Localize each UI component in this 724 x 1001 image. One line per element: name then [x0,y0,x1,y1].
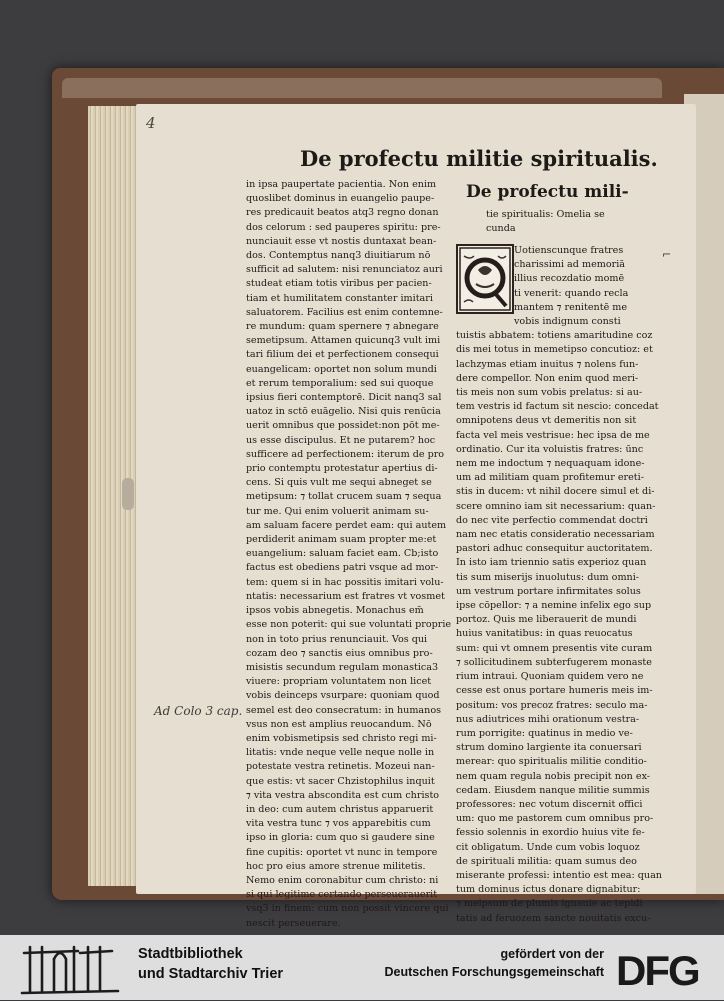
text-line: tis sum miserijs inuolutus: dum omni- [456,571,640,583]
text-line: illius recozdatio momē [514,273,625,285]
library-logo-icon [20,939,124,997]
text-line: ⁊ sollicitudinem subterfugerem monaste [456,656,652,668]
text-line: tem: quem si in hac possitis imitari volu- [246,576,444,588]
library-name-line2: und Stadtarchiv Trier [138,966,284,982]
text-line: res predicauit beatos atq3 regno donan [246,207,439,219]
homily-title: De profectu mili- [466,182,629,202]
text-line: huius vanitatibus: in quas reuocatus [456,628,633,640]
marginal-annotation: Ad Colo 3 cap. [154,704,243,718]
text-line: vsus non est amplius reuocandum. Nō [246,718,432,730]
text-line: ipso in gloria: cum quo si gaudere sine [246,832,435,844]
clasp-tab [122,478,134,510]
text-line: ⁊ meipsum de plumis ignauie ac tepidi [456,898,643,910]
folio-number: 4 [146,114,156,132]
text-line: positum: vos precoz fratres: seculo ma- [456,699,648,711]
text-line: prio contemptu protestatur apertius di- [246,463,438,475]
text-line: cens. Si quis vult me sequi abneget se [246,477,432,489]
text-line: ntatis: necessarium est fratres vt vosmet [246,590,445,602]
text-line: ipse cōpellor: ⁊ a nemine infelix ego sup [456,600,652,612]
text-line: vsq3 in finem: cum non possit vincere qui [246,903,449,915]
text-line: tatis ad feruozem sancte nouitatis excu- [456,912,651,924]
text-line: mantem ⁊ renitentē me [514,301,628,313]
text-line: in ipsa paupertate pacientia. Non enim [246,179,437,190]
marginal-mark: ⌐ [662,248,672,261]
text-line: cunda [486,223,516,234]
left-text-column [246,178,454,931]
text-line: litatis: vnde neque velle neque nolle in [246,747,435,759]
funding-credit [385,945,605,981]
text-line: fessio solennis in exordio huius vite fe- [456,827,645,839]
text-line: potestate vestra retinetis. Mozeui nan- [246,761,435,773]
text-line: scere omnino iam sit necessarium: quan- [456,500,656,512]
text-line: semetipsum. Attamen quicunq3 vult imi [246,335,441,347]
text-line: esse non poterit: qui sue voluntati proprie [246,619,452,631]
text-line: merear: quo spiritualis militie conditio- [456,756,647,768]
dfg-logo-text: DFG [616,947,699,991]
text-line: re mundum: quam spernere ⁊ abnegare [246,321,439,333]
text-line: dos. Contemptus nanq3 diuitiarum nō [246,250,431,262]
text-line: um: quo me pastorem cum omnibus pro- [456,813,654,825]
text-line: studeat etiam totis viribus per pacien- [246,278,432,290]
right-text-column [456,244,662,926]
funding-line2: Deutschen Forschungsgemeinschaft [384,965,604,979]
text-line: dere compellor. Non enim quod meri- [456,372,639,384]
text-line: tari filium dei et perfectionem consequi [246,349,439,361]
text-line: tum dominus ictus donare dignabitur: [456,884,641,896]
text-line: factus est obediens patri vsque ad mor- [246,562,439,574]
text-line: portoz. Quis me liberauerit de mundi [456,614,637,626]
text-line: in deo: cum autem christus apparuerit [246,803,434,815]
homily-subtitle [486,208,605,236]
text-line: rum porrigite: quatinus in medio ve- [456,727,633,739]
text-line: do nec vite perfectio commendat doctri [456,514,648,526]
text-line: perdiderit animam suam propter me:et [246,534,437,546]
text-line: charissimi ad memoriā [514,259,625,271]
text-line: euangelium: saluam faciet eam. Cb;isto [246,548,439,560]
text-line: nem quam regula nobis precipit non ex- [456,770,651,782]
text-line: miserante professi: intentio est mea: quan [456,869,662,881]
text-line: stis in ducem: vt nihil docere simul et di- [456,486,655,498]
text-line: ti venerit: quando recla [514,287,629,299]
text-line: fine cupitis: oportet vt nunc in tempore [246,846,438,858]
text-line: um ad militiam quam profitemur ereti- [456,472,644,484]
text-line: tiam et humilitatem constanter imitari [246,292,433,304]
text-line: ordinatio. Cur ita voluistis fratres: ūnc [456,443,644,455]
text-line: us esse discipulus. Et ne putarem? hoc [246,434,436,446]
text-line: In isto iam triennio satis experioz quan [456,557,647,569]
text-line: et rerum temporalium: sed sui quoque [246,377,434,389]
text-line: nus adiutrices mihi orationum vestra- [456,713,640,725]
text-line: vobis indignum consti [514,316,621,328]
text-line: tuistis abbatem: totiens amaritudine coz [456,330,653,342]
text-line: dis mei totus in memetipso concutioz: et [456,344,653,356]
text-line: strum domino largiente ita conuersari [456,742,642,754]
text-line: dos celorum : sed pauperes spiritu: pre- [246,221,441,233]
footer-bar [0,935,724,1000]
funding-line1: gefördert von der [500,947,604,961]
text-line: ⁊ vita vestra abscondita est cum christo [246,789,440,801]
text-line: si qui legitime certando perseuerauerit [246,889,438,901]
text-line: omnipotens deus vt demeritis non sit [456,415,637,427]
text-line: enim vobismetipsis sed christo regi mi- [246,732,437,744]
text-line: sufficit ad salutem: nisi renunciatoz auri [246,264,443,276]
text-line: tis meis non sum vobis prelatus: si au- [456,387,643,399]
text-line: rium intraui. Quoniam quidem vero ne [456,671,644,683]
text-line: am saluam facere perdet eam: qui autem [246,519,447,531]
text-line: tie spiritualis: Omelia se [486,209,605,220]
text-line: cesse est onus portare humeris meis im- [456,685,653,697]
text-line: nem me indoctum ⁊ nequaquam idone- [456,458,645,470]
book-spine-edge [62,78,662,98]
running-head: De profectu militie spiritualis. [300,146,658,171]
text-line: um vestrum portare infirmitates solus [456,585,641,597]
text-line: misistis secundum regulam monastica3 [246,661,439,673]
text-line: viuere: propriam voluntatem non licet [246,676,432,688]
library-name [138,944,283,984]
text-line: facta vel meis vestrisue: hec ipsa de me [456,429,650,441]
text-line: lachzymas etiam inuitus ⁊ nolens fun- [456,358,639,370]
text-line: uatoz in sctō euāgelio. Nisi quis renūcia [246,406,441,418]
text-line: ipsos vobis abnegetis. Monachus em̄ [246,605,424,617]
library-name-line1: Stadtbibliothek [138,946,243,962]
text-line: sum: qui vt omnem presentis vite curam [456,642,653,654]
text-line: cit obligatum. Unde cum vobis loquoz [456,841,640,853]
text-line: ipsius fieri contemptorē. Dicit nanq3 sal [246,392,442,404]
text-line: de spirituali militia: quam sumus deo [456,855,637,867]
text-line: uerit omnibus que possidet:non pōt me- [246,420,440,432]
text-line: sufficere ad perfectionem: iterum de pro [246,448,445,460]
text-line: quoslibet dominus in euangelio paupe- [246,193,435,205]
text-line: hoc pro eius amore strenue militetis. [246,860,426,872]
text-line: non in toto prius renunciauit. Vos qui [246,633,428,645]
text-line: metipsum: ⁊ tollat crucem suam ⁊ sequa [246,491,442,503]
dfg-logo-icon [616,947,716,991]
text-line: semel est deo consecratum: in humanos [246,704,442,716]
text-line: tur me. Qui enim voluerit animam su- [246,505,429,517]
text-line: vita vestra tunc ⁊ vos apparebitis cum [246,818,431,830]
text-line: vobis deinceps vsurpare: quoniam quod [246,690,440,702]
text-line: nescit perseuerare. [246,917,341,929]
text-line: tem vestris id factum sit nescio: concedat [456,401,659,413]
text-line: nunciauit esse vt nostis duntaxat bean- [246,235,437,247]
text-line: pastori adhuc consequitur auctoritatem. [456,543,653,555]
text-line: que estis: vt sacer Chzistophilus inquit [246,775,435,787]
text-line: professores: nec votum discernit offici [456,798,643,810]
text-line: cozam deo ⁊ sanctis eius omnibus pro- [246,647,433,659]
text-line: euangelicam: oportet non solum mundi [246,363,437,375]
text-line: cedam. Eiusdem nanque militie summis [456,784,650,796]
text-line: Nemo enim coronabitur cum christo: ni [246,874,439,886]
text-line: nam nec etatis consideratio necessariam [456,529,655,541]
text-line: saluatorem. Facilius est enim contemne- [246,306,443,318]
text-line: Uotienscunque fratres [514,245,624,256]
